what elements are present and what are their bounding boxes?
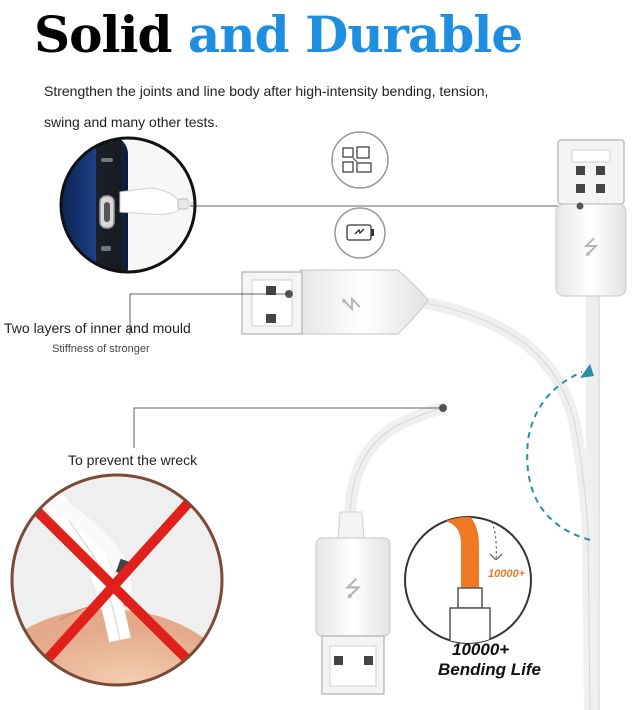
bending-caption-count: 10000+ xyxy=(452,640,510,659)
svg-text:⭍: ⭍ xyxy=(343,577,363,602)
description-line-2: swing and many other tests. xyxy=(44,114,219,130)
title-part-durable: and Durable xyxy=(187,5,523,64)
callout-inner-mould-title: Two layers of inner and mould xyxy=(4,320,191,336)
gauge-label: 10000+ xyxy=(488,568,526,580)
title-part-solid: Solid xyxy=(34,5,172,64)
svg-text:⭍: ⭍ xyxy=(339,295,363,313)
description-line-1: Strengthen the joints and line body after high-intensity bending, tension, xyxy=(44,83,489,99)
callout-inner-mould-subtitle: Stiffness of stronger xyxy=(52,343,150,355)
battery-charge-icon xyxy=(335,208,385,258)
horizontal-usb-cable xyxy=(242,270,590,710)
bending-caption-life: Bending Life xyxy=(438,660,541,679)
phone-connector-icon xyxy=(50,130,215,290)
callout-prevent-title: To prevent the wreck xyxy=(68,452,198,468)
usb-symbol-icon: ⭍ xyxy=(582,235,600,259)
devices-icon xyxy=(332,132,388,188)
prohibited-cross-icon xyxy=(10,470,230,700)
